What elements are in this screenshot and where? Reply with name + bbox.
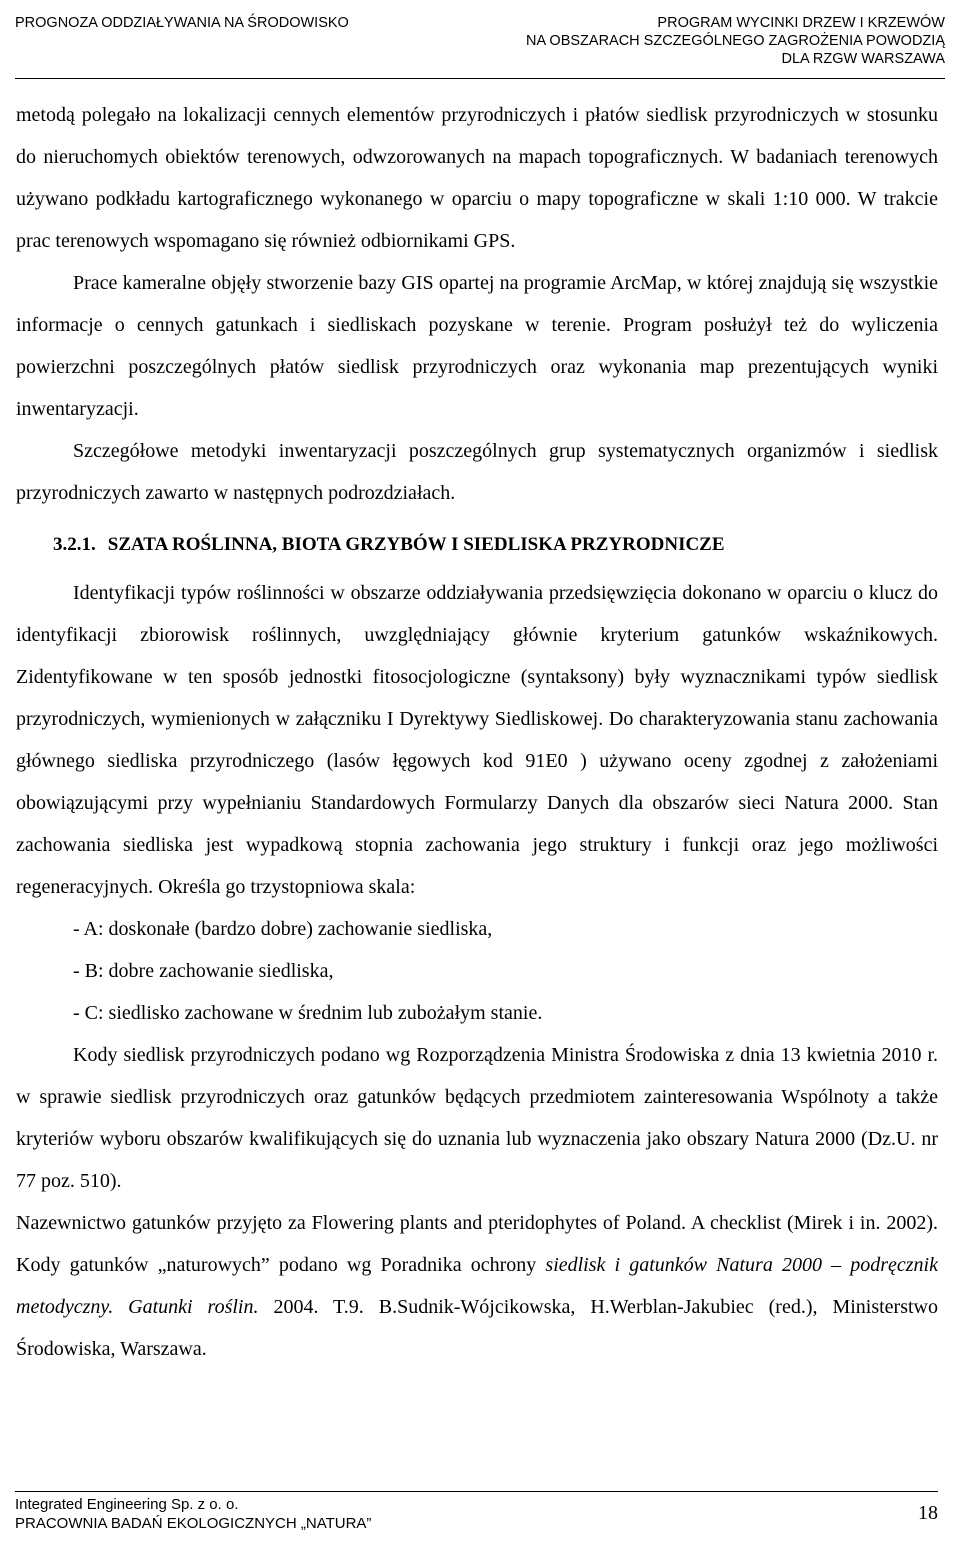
section-heading	[16, 524, 938, 566]
paragraph-methods-field: metodą polegało na lokalizacji cennych elementów przyrodniczych i płatów siedlisk przyrodniczych w stosunku do nieruchomych obiektów terenowych, odwzorowanych na mapach topograficznych. W badaniach terenowych używano podkładu kartograficznego wykonanego w oparciu o mapy topograficzne w skali 1:10 000. W trakcie prac terenowych wspomagano się również odbiornikami GPS.	[16, 104, 938, 252]
header-program-line: PROGRAM WYCINKI DRZEW I KRZEWÓW	[657, 15, 945, 31]
paragraph-habitat-codes: Kody siedlisk przyrodniczych podano wg Rozporządzenia Ministra Środowiska z dnia 13 kwietnia 2010 r. w sprawie siedlisk przyrodniczych oraz gatunków będących przedmiotem zainteresowania Wspólnoty a także kryteriów wyboru obszarów kwalifikujących się do uznania lub wyznaczenia jako obszary Natura 2000 (Dz.U. nr 77 poz. 510).	[16, 1044, 938, 1192]
header-program-line: NA OBSZARACH SZCZEGÓLNEGO ZAGROŻENIA POWODZIĄ	[526, 33, 945, 49]
footer-company-name: Integrated Engineering Sp. z o. o.	[15, 1496, 239, 1513]
page-body	[16, 94, 938, 1370]
nomenclature-text: Nazewnictwo gatunków przyjęto za Flowering plants and pteridophytes of Poland. A checklist (Mirek i in. 2002). Kody gatunków „naturowych” podano wg Poradnika ochrony	[16, 1212, 938, 1276]
scale-item-b: - B: dobre zachowanie siedliska,	[73, 960, 334, 982]
page-header	[15, 12, 945, 79]
section-number: 3.2.1.	[53, 534, 96, 555]
scale-item-a: - A: doskonałe (bardzo dobre) zachowanie siedliska,	[73, 918, 493, 940]
paragraph-vegetation-identification: Identyfikacji typów roślinności w obszarze oddziaływania przedsięwzięcia dokonano w oparciu o klucz do identyfikacji zbiorowisk roślinnych, uwzględniający głównie kryterium gatunków wskaźnikowych. Zidentyfikowane w ten sposób jednostki fitosocjologiczne (syntaksony) były wyznacznikami typów siedlisk przyrodniczych, wymienionych w załączniku I Dyrektywy Siedliskowej. Do charakteryzowania stanu zachowania głównego siedliska przyrodniczego (lasów łęgowych kod 91E0 ) używano oceny zgodnej z założeniami obowiązującymi przy wypełnianiu Standardowych Formularzy Danych dla obszarów sieci Natura 2000. Stan zachowania siedliska jest wypadkową stopnia zachowania jego struktury i funkcji oraz jego możliwości regeneracyjnych. Określa go trzystopniowa skala:	[16, 582, 938, 898]
paragraph-methods-desk: Prace kameralne objęły stworzenie bazy GIS opartej na programie ArcMap, w której znajdują się wszystkie informacje o cennych gatunkach i siedliskach pozyskane w terenie. Program posłużył też do wyliczenia powierzchni poszczególnych płatów siedlisk przyrodniczych oraz wykonania map prezentujących wyniki inwentaryzacji.	[16, 272, 938, 420]
header-program-line: DLA RZGW WARSZAWA	[781, 51, 945, 67]
scale-item-c: - C: siedlisko zachowane w średnim lub zubożałym stanie.	[73, 1002, 543, 1024]
nomenclature-italic-title: siedlisk i gatunków Natura 2000 – podręcznik metodyczny. Gatunki roślin.	[16, 1254, 938, 1318]
paragraph-nomenclature	[16, 1202, 938, 1370]
nomenclature-text-end: 2004. T.9. B.Sudnik-Wójcikowska, H.Werblan-Jakubiec (red.), Ministerstwo Środowiska, Warszawa.	[16, 1296, 938, 1360]
page-footer	[15, 1491, 938, 1540]
page-number: 18	[918, 1502, 938, 1524]
footer-company	[15, 1495, 371, 1533]
paragraph-methods-detail: Szczegółowe metodyki inwentaryzacji poszczególnych grup systematycznych organizmów i siedlisk przyrodniczych zawarto w następnych podrozdziałach.	[16, 440, 938, 504]
section-title: SZATA ROŚLINNA, BIOTA GRZYBÓW I SIEDLISKA PRZYRODNICZE	[107, 534, 725, 555]
footer-lab-name: PRACOWNIA BADAŃ EKOLOGICZNYCH „NATURA”	[15, 1515, 372, 1532]
header-program-title	[526, 14, 945, 68]
header-document-title: PROGNOZA ODDZIAŁYWANIA NA ŚRODOWISKO	[15, 15, 349, 31]
